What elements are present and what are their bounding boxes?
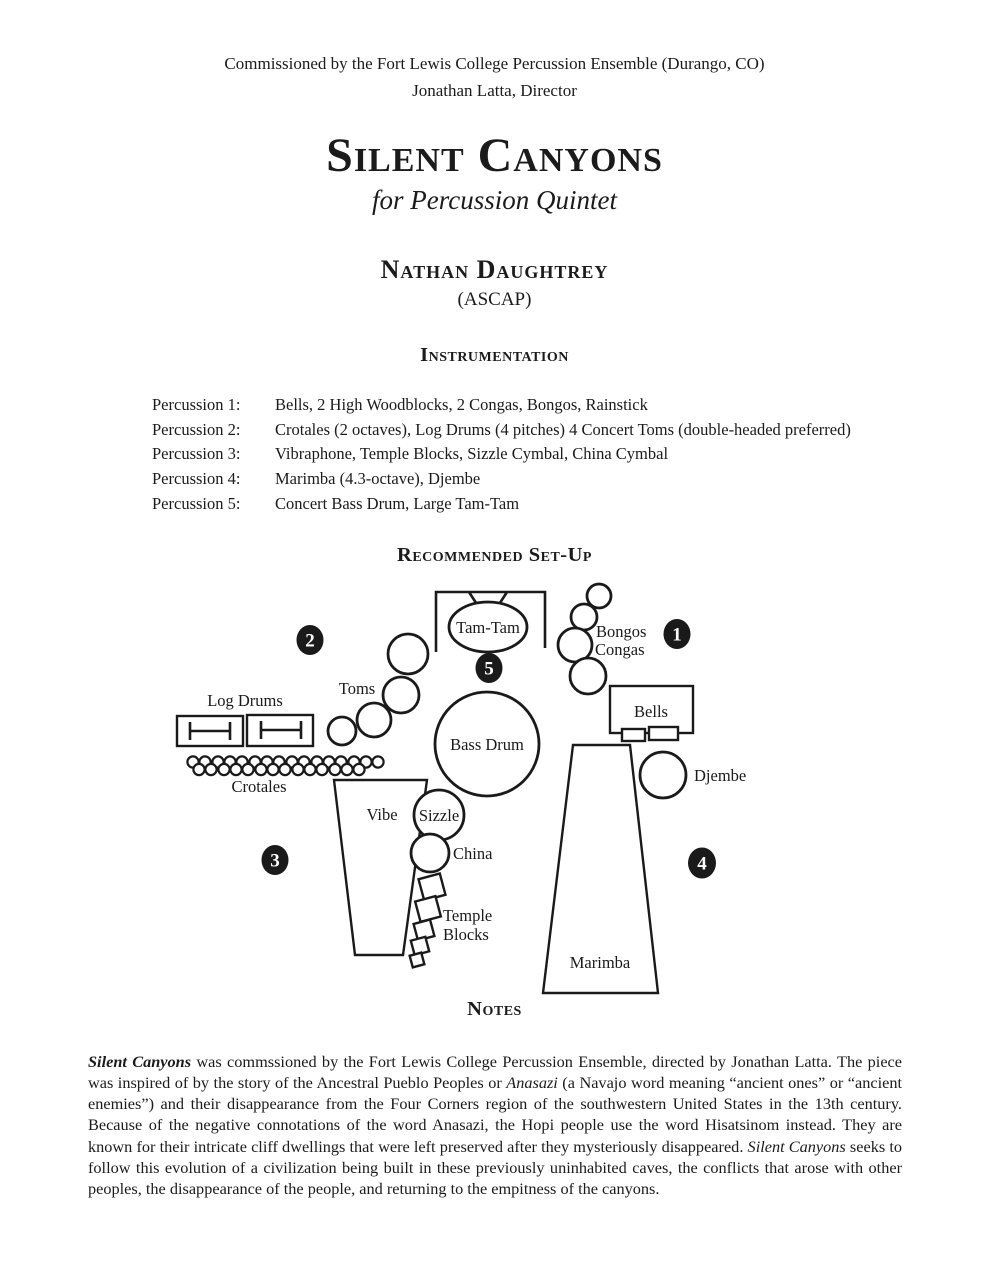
part-instruments: Concert Bass Drum, Large Tam-Tam <box>275 493 520 513</box>
bongos-label: Bongos <box>596 622 647 641</box>
instrumentation-row <box>152 492 912 517</box>
part-label: Percussion 2: <box>152 419 241 439</box>
crotales-discs <box>187 756 383 775</box>
crotales-label: Crotales <box>231 777 287 796</box>
composer-name: Nathan Daughtrey <box>380 255 609 284</box>
temple-blocks-shape <box>410 874 446 968</box>
svg-text:2: 2 <box>305 630 315 652</box>
notes-heading: Notes <box>467 998 522 1020</box>
player-badge-2 <box>297 625 324 655</box>
page-subtitle: for Percussion Quintet <box>372 185 617 215</box>
instrumentation-row <box>152 393 912 418</box>
setup-heading: Recommended Set-Up <box>397 544 592 566</box>
tam-tam-label: Tam-Tam <box>456 618 520 637</box>
sizzle-label: Sizzle <box>418 806 460 825</box>
china-label: China <box>453 844 493 863</box>
page-title: Silent Canyons <box>326 129 663 182</box>
player-badge-1 <box>664 619 691 649</box>
china-cymbal-shape <box>411 834 449 872</box>
svg-text:1: 1 <box>672 624 682 646</box>
player-badge-3 <box>262 845 289 875</box>
temple-blocks-label-line1: Temple <box>443 906 493 925</box>
bass-drum-label: Bass Drum <box>450 735 524 754</box>
svg-text:3: 3 <box>270 850 280 872</box>
player-badge-5 <box>476 653 503 683</box>
log-drums-label: Log Drums <box>207 691 283 710</box>
setup-diagram <box>0 575 989 1020</box>
temple-blocks-label-line2: Blocks <box>443 925 489 944</box>
part-instruments: Vibraphone, Temple Blocks, Sizzle Cymbal, China Cymbal <box>275 444 669 464</box>
part-label: Percussion 4: <box>152 469 241 489</box>
instrumentation-row <box>152 418 912 443</box>
marimba-label: Marimba <box>569 953 631 972</box>
instrumentation-row <box>152 442 912 467</box>
toms-label: Toms <box>338 679 376 698</box>
bells-pedal <box>649 727 678 740</box>
part-label: Percussion 3: <box>152 444 241 464</box>
tom-shape <box>383 677 419 713</box>
part-label: Percussion 1: <box>152 395 241 414</box>
instrumentation-heading: Instrumentation <box>420 344 569 366</box>
notes-paragraph: Silent Canyons was commssioned by the Fort Lewis College Percussion Ensemble, directed by Jonathan Latta. The piece was inspired of by the story of the Ancestral Pueblo Peoples or Anasazi (a Navajo word meaning “ancient ones” or “ancient enemies”) and their disappearance from the Four Corners region of the southwestern United States in the 13th century. Because of the negative connotations of the word Anasazi, the Hopi people use the word Hisatsinom instead. They are known for their intricate cliff dwellings that were left preserved after they mysteriously disappeared. Silent Canyons seeks to follow this evolution of a civilization being built in these previously uninhabited caves, the conflicts that arose with other peoples, the disappearance of the people, and returning to the empitness of the canyons. <box>88 1052 902 1198</box>
part-instruments: Crotales (2 octaves), Log Drums (4 pitches) 4 Concert Toms (double-headed preferred) <box>275 419 851 439</box>
player-badge-4 <box>688 848 716 879</box>
tom-shape <box>388 634 428 674</box>
congas-label: Congas <box>595 640 645 659</box>
tom-shape <box>328 717 356 745</box>
vibe-label: Vibe <box>366 805 398 824</box>
bells-pedal <box>622 729 645 741</box>
instrumentation-row <box>152 467 912 492</box>
svg-text:4: 4 <box>697 853 707 875</box>
part-instruments: Marimba (4.3-octave), Djembe <box>275 469 481 489</box>
commission-line-1: Commissioned by the Fort Lewis College Percussion Ensemble (Durango, CO) <box>224 54 765 73</box>
conga-shape <box>570 658 606 694</box>
bells-label: Bells <box>634 702 668 721</box>
djembe-label: Djembe <box>694 766 747 785</box>
instrumentation-list <box>152 393 912 517</box>
djembe-shape <box>640 752 686 798</box>
bongo-shape <box>571 604 597 630</box>
part-label: Percussion 5: <box>152 493 241 513</box>
composer-affiliation: (ASCAP) <box>457 289 532 310</box>
commission-line-2: Jonathan Latta, Director <box>412 81 577 100</box>
part-instruments: Bells, 2 High Woodblocks, 2 Congas, Bongos, Rainstick <box>275 395 648 414</box>
tom-shape <box>357 703 391 737</box>
svg-text:5: 5 <box>484 658 494 680</box>
